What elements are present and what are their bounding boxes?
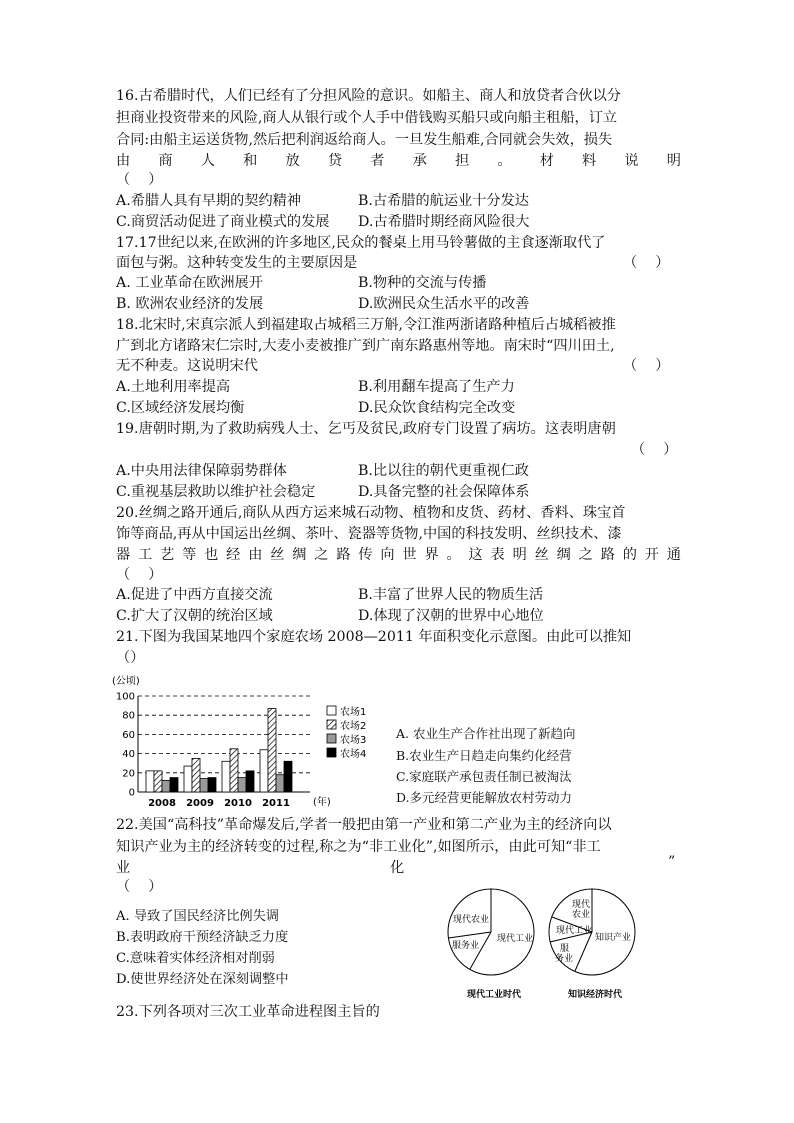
q17-option-a: A. 工业革命在欧洲展开 (116, 275, 263, 291)
pie-modern-industrial-age (448, 889, 534, 1000)
legend-label: 农场2 (340, 721, 367, 732)
bar-农场1-2008 (146, 771, 154, 792)
x-tick-label: 2009 (186, 798, 214, 809)
bar-农场3-2010 (238, 778, 246, 792)
x-axis-unit-label: (年) (313, 797, 331, 808)
pie2-label-agriculture-2: 农业 (572, 910, 591, 920)
q20-option-a: A.促进了中西方直接交流 (116, 587, 273, 603)
q20-stem-line3: 器 工 艺 等 也 经 由 丝 绸 之 路 传 向 世 界 。 这 表 明 丝 绸 之 路 的 开 通 (116, 547, 681, 563)
bar-农场4-2008 (170, 778, 178, 792)
q20-stem-line2: 饰等商品,再从中国运出丝绸、茶叶、瓷器等货物,中国的科技发明、丝织技术、漆 (116, 526, 622, 542)
legend-swatch (327, 734, 336, 743)
q18-option-c: C.区域经济发展均衡 (116, 400, 245, 416)
x-tick-label: 2011 (262, 798, 290, 809)
bar-农场2-2010 (230, 749, 238, 792)
legend-label: 农场3 (340, 735, 367, 746)
y-tick-label: 0 (128, 787, 135, 799)
q17-option-b: B.物种的交流与传播 (358, 275, 487, 291)
bar-农场3-2008 (162, 780, 170, 792)
q16-stem-line2: 担商业投资带来的风险,商人从银行或个人手中借钱购买船只或向船主租船，订立 (116, 110, 618, 126)
bar-农场2-2009 (192, 758, 200, 792)
y-tick-label: 20 (122, 768, 135, 780)
q22-answer-bracket: （ ） (116, 879, 163, 895)
bar-农场2-2008 (154, 771, 162, 792)
y-tick-label: 60 (122, 729, 135, 741)
q21-stem-line1: 21.下图为我国某地四个家庭农场 2008—2011 年面积变化示意图。由此可以推知 (116, 629, 632, 645)
pie2-label-industry: 现代工业 (556, 926, 593, 936)
q18-option-a: A.土地利用率提高 (116, 379, 231, 395)
bar-农场3-2009 (200, 779, 208, 792)
pie1-label-agriculture: 现代农业 (453, 915, 490, 925)
q22-option-b: B.表明政府干预经济缺乏力度 (116, 930, 289, 945)
legend-swatch (327, 748, 336, 757)
bar-农场4-2011 (284, 761, 292, 792)
q17-answer-bracket: （ ） (623, 255, 670, 271)
q19-answer-bracket: （ ） (631, 442, 678, 458)
q22-stem-line3-start: 业 (116, 860, 131, 876)
legend-label: 农场1 (340, 707, 367, 718)
pie2-label-services-2: 务业 (555, 954, 574, 964)
q22-option-d: D.使世界经济处在深刻调整中 (116, 972, 289, 987)
q22-option-c: C.意味着实体经济相对削弱 (116, 951, 275, 966)
q21-option-d: D.多元经营更能解放农村劳动力 (396, 790, 573, 805)
q21-option-b: B.农业生产日趋走向集约化经营 (396, 748, 572, 763)
q16-option-b: B.古希腊的航运业十分发达 (358, 193, 529, 209)
q18-option-b: B.利用翻车提高了生产力 (358, 379, 515, 395)
y-tick-label: 40 (122, 749, 135, 761)
q22-stem-line2: 知识产业为主的经济转变的过程,称之为“非工业化”,如图所示，由此可知“非工 (116, 839, 601, 855)
legend-swatch (327, 706, 336, 715)
q16-stem-line4: 由 商 人 和 放 贷 者 承 担 。 材 料 说 明 (116, 153, 681, 169)
pie1-label-industry: 现代工业 (497, 934, 534, 944)
q20-option-b: B.丰富了世界人民的物质生活 (358, 587, 544, 603)
q17-option-c: B. 欧洲农业经济的发展 (116, 296, 264, 312)
q22-option-a: A. 导致了国民经济比例失调 (116, 909, 279, 924)
x-tick-label: 2010 (224, 798, 252, 809)
bar-农场4-2009 (208, 778, 216, 792)
q17-option-d: D.欧洲民众生活水平的改善 (358, 296, 530, 312)
y-tick-label: 80 (122, 710, 135, 722)
bar-农场1-2009 (184, 766, 192, 792)
q16-option-a: A.希腊人具有早期的契约精神 (116, 193, 302, 209)
q18-stem-line1: 18.北宋时,宋真宗派人到福建取占城稻三万斛,令江淮两浙诸路种植后占城稻被推 (116, 317, 616, 333)
q16-stem-line1: 16.古希腊时代，人们已经有了分担风险的意识。如船主、商人和放贷者合伙以分 (116, 88, 621, 104)
q19-option-b: B.比以往的朝代更重视仁政 (358, 463, 529, 479)
pie2-label-knowledge: 知识产业 (595, 933, 632, 943)
pie1-label-services: 服务业 (452, 941, 480, 951)
q19-option-a: A.中央用法律保障弱势群体 (116, 463, 287, 479)
industry-structure-pie-charts (440, 884, 650, 1004)
q18-option-d: D.民众饮食结构完全改变 (358, 400, 516, 416)
q19-stem-line1: 19.唐朝时期,为了救助病残人士、乞丐及贫民,政府专门设置了病坊。这表明唐朝 (116, 421, 616, 437)
q20-answer-bracket: （ ） (116, 567, 163, 583)
q19-option-c: C.重视基层救助以维护社会稳定 (116, 484, 316, 500)
q19-option-d: D.具备完整的社会保障体系 (358, 484, 530, 500)
q20-option-c: C.扩大了汉朝的统治区域 (116, 608, 273, 624)
pie2-caption: 知识经济时代 (568, 990, 623, 1000)
legend-label: 农场4 (340, 749, 367, 760)
q20-option-d: D.体现了汉朝的世界中心地位 (358, 608, 544, 624)
farm-area-bar-chart (110, 672, 390, 810)
bar-农场3-2011 (276, 775, 284, 792)
q21-answer-bracket: （） (116, 650, 145, 666)
q20-stem-line1: 20.丝绸之路开通后,商队从西方运来城石动物、植物和皮货、药材、香料、珠宝首 (116, 505, 626, 521)
x-tick-label: 2008 (148, 798, 176, 809)
bar-农场1-2010 (222, 761, 230, 792)
bar-农场1-2011 (260, 750, 268, 792)
q18-stem-line3: 无不种麦。这说明宋代 (116, 358, 258, 374)
q22-stem-line1: 22.美国“高科技”革命爆发后,学者一般把由第一产业和第二产业为主的经济向以 (116, 817, 612, 833)
pie2-label-agriculture-1: 现代 (572, 900, 591, 910)
pie1-caption: 现代工业时代 (467, 990, 522, 1000)
pie-knowledge-economy-age (549, 889, 635, 1000)
y-tick-label: 100 (115, 691, 135, 703)
legend-swatch (327, 720, 336, 729)
q16-option-d: D.古希腊时期经商风险很大 (358, 214, 530, 230)
q18-answer-bracket: （ ） (623, 358, 670, 374)
q16-stem-line3: 合同:由船主运送货物,然后把利润返给商人。一旦发生船难,合同就会失效，损失 (116, 132, 613, 148)
bar-农场2-2011 (268, 708, 276, 792)
q16-answer-bracket: （ ） (116, 172, 163, 188)
q22-stem-line3-end: ” (668, 854, 676, 870)
q18-stem-line2: 广到北方诸路宋仁宗时,大麦小麦被推广到广南东路惠州等地。南宋时“四川田土, (116, 338, 615, 354)
y-axis-unit-label: (公顷) (112, 676, 140, 687)
q17-stem-line2: 面包与粥。这种转变发生的主要原因是 (116, 255, 358, 271)
q22-stem-line3-mid: 化 (390, 860, 405, 876)
q23-stem-line1: 23.下列各项对三次工业革命进程图主旨的 (116, 1004, 380, 1020)
pie2-label-services-1: 服 (560, 944, 570, 954)
q17-stem-line1: 17.17世纪以来,在欧洲的许多地区,民众的餐桌上用马铃薯做的主食逐渐取代了 (116, 235, 606, 251)
bar-农场4-2010 (246, 771, 254, 792)
q16-option-c: C.商贸活动促进了商业模式的发展 (116, 214, 330, 230)
q21-option-a: A. 农业生产合作社出现了新趋向 (396, 726, 576, 741)
q21-option-c: C.家庭联产承包责任制已被淘汰 (396, 769, 572, 784)
